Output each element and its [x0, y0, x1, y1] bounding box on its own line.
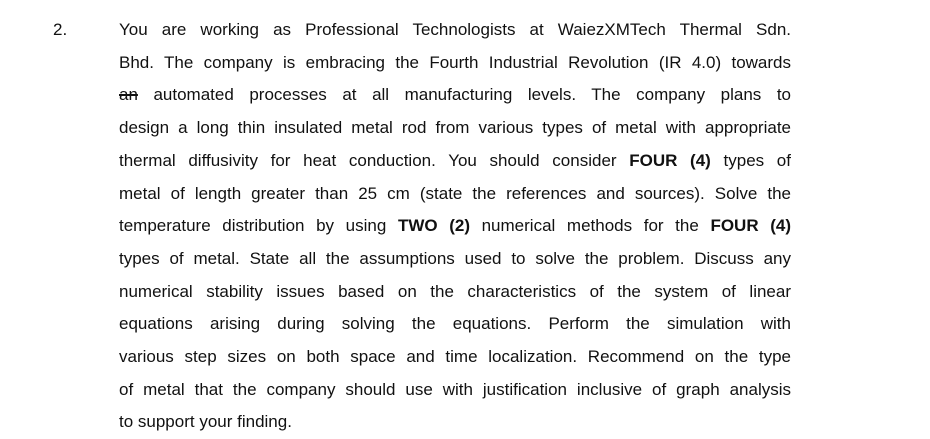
text-segment: You are working as Professional Technologists at WaiezXMTech Thermal Sdn.	[119, 20, 791, 39]
text-line	[119, 178, 791, 211]
text-line	[119, 47, 791, 80]
text-segment: metal of length greater than 25 cm (state the references and sources). Solve the	[119, 183, 791, 203]
text-segment: various step sizes on both space and time localization. Recommend on the type	[119, 347, 791, 367]
question-text	[119, 14, 791, 439]
emphasis-text: FOUR (4)	[629, 150, 711, 170]
text-segment: automated processes at all manufacturing levels. The company plans to	[137, 85, 791, 105]
text-line	[119, 308, 791, 341]
text-segment: of metal that the company should use with justification inclusive of graph analysis	[119, 379, 791, 399]
text-line	[119, 79, 791, 112]
text-line	[119, 243, 791, 276]
emphasis-text: FOUR (4)	[710, 216, 791, 236]
text-segment: design a long thin insulated metal rod from various types of metal with appropriate	[119, 118, 791, 138]
text-line	[119, 112, 791, 145]
text-line	[119, 341, 791, 374]
text-segment: types of metal. State all the assumptions used to solve the problem. Discuss any	[119, 248, 791, 268]
text-line	[119, 276, 791, 309]
emphasis-text: TWO (2)	[397, 216, 470, 236]
struck-text: an	[119, 85, 138, 105]
text-line	[119, 210, 791, 243]
text-segment: numerical stability issues based on the characteristics of the system of linear	[119, 281, 791, 301]
text-line	[119, 374, 791, 407]
text-segment: to support your finding.	[119, 412, 292, 432]
text-segment: Bhd. The company is embracing the Fourth Industrial Revolution (IR 4.0) towards	[119, 52, 791, 72]
text-line	[119, 406, 791, 439]
text-line	[119, 145, 791, 178]
text-segment: equations arising during solving the equations. Perform the simulation with	[119, 314, 791, 334]
text-segment: numerical methods for the	[469, 216, 711, 236]
text-segment: temperature distribution by using	[119, 216, 398, 236]
question-number: 2.	[53, 20, 68, 39]
text-line	[119, 14, 791, 47]
text-segment: thermal diffusivity for heat conduction. You should consider	[119, 150, 630, 170]
text-segment: types of	[710, 150, 791, 170]
